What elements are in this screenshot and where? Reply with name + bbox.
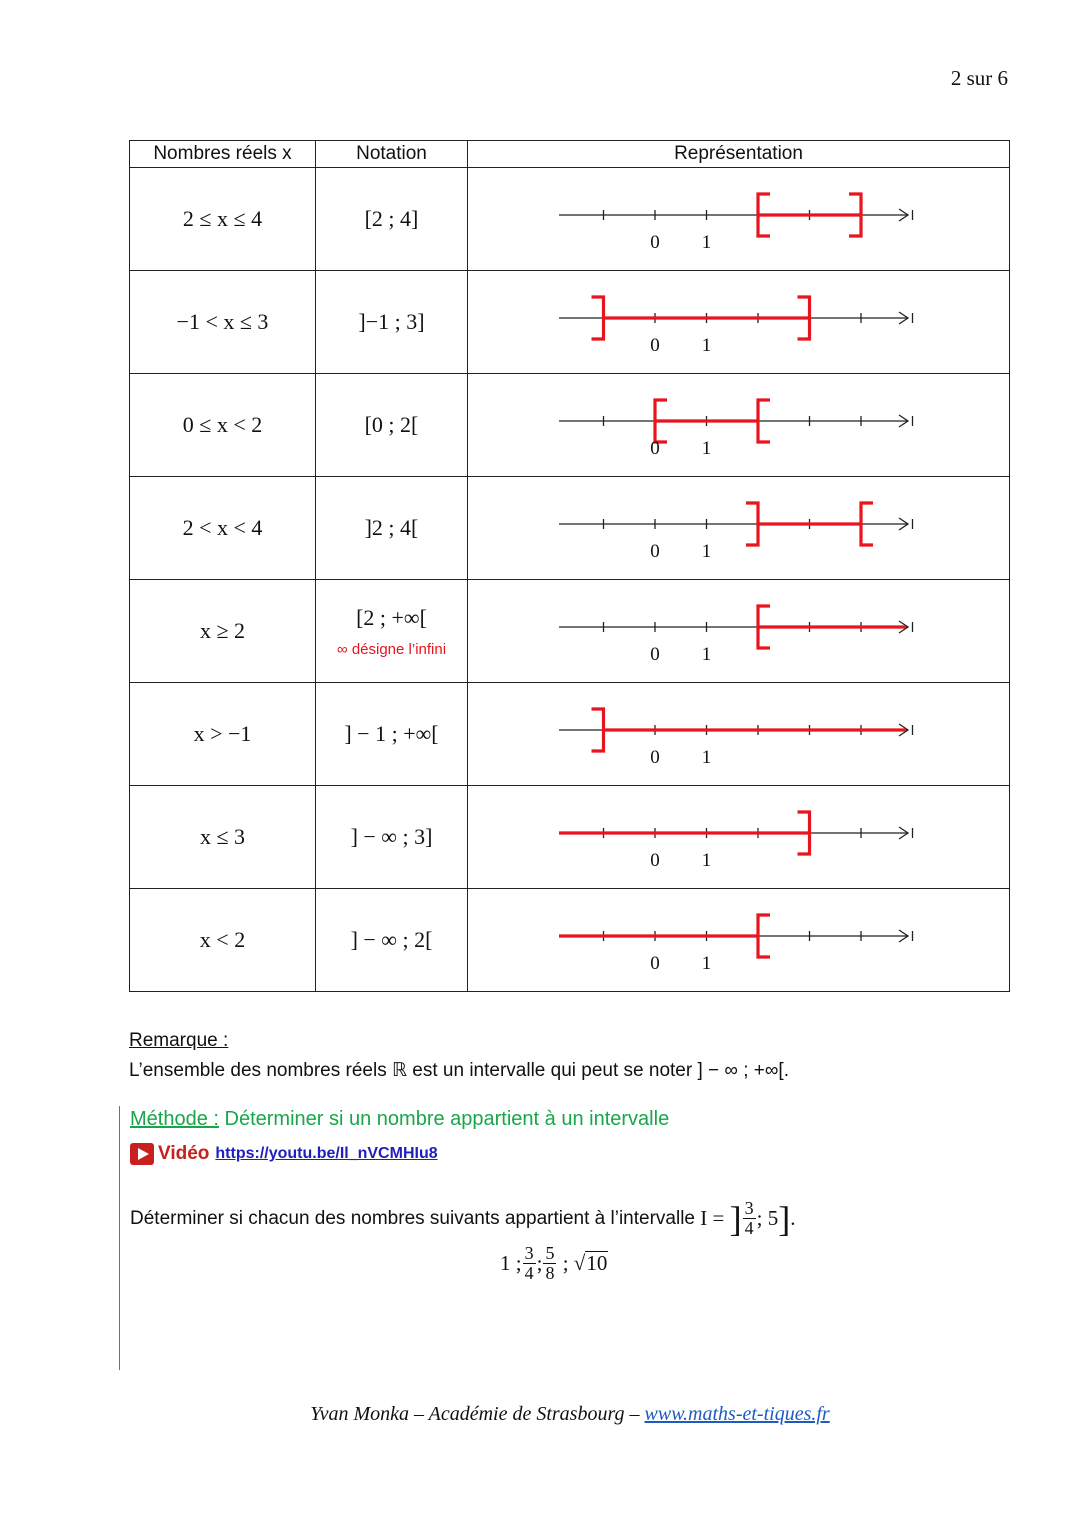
- radicand: 10: [586, 1251, 608, 1275]
- condition-cell: 2 ≤ x ≤ 4: [130, 168, 316, 271]
- method-label: Méthode :: [130, 1108, 219, 1130]
- representation-cell: [468, 580, 1010, 683]
- notation-cell: [316, 374, 468, 477]
- final-period: .: [790, 1206, 796, 1230]
- fraction-three-quarters: [523, 1244, 536, 1283]
- separator: ;: [562, 1251, 569, 1275]
- video-play-icon[interactable]: [130, 1143, 154, 1165]
- interval-open-bracket: ]: [729, 1198, 742, 1239]
- condition-cell: x > −1: [130, 683, 316, 786]
- notation-cell: [316, 477, 468, 580]
- number-line: [559, 702, 919, 766]
- table-row: [130, 889, 1010, 992]
- interval-lhs: I =: [700, 1206, 725, 1230]
- representation-cell: [468, 271, 1010, 374]
- separator: ;: [536, 1251, 543, 1275]
- representation-cell: [468, 168, 1010, 271]
- table-row: [130, 271, 1010, 374]
- representation-cell: [468, 786, 1010, 889]
- radical-sign-icon: √: [573, 1251, 586, 1275]
- remark-block: [129, 1026, 789, 1086]
- number-one: 1: [500, 1251, 511, 1275]
- notation-cell: [316, 786, 468, 889]
- axis-label: 0: [649, 438, 660, 457]
- footer: [0, 1403, 1080, 1426]
- notation-cell: [316, 683, 468, 786]
- number-line: [559, 599, 919, 663]
- remark-text: L’ensemble des nombres réels ℝ est un intervalle qui peut se noter ] − ∞ ; +∞[.: [129, 1060, 789, 1081]
- table-row: [130, 168, 1010, 271]
- notation-text: ]−1 ; 3]: [358, 309, 425, 334]
- axis-label: 0: [649, 644, 660, 663]
- representation-cell: [468, 374, 1010, 477]
- condition-cell: x ≥ 2: [130, 580, 316, 683]
- fraction-denominator: 4: [744, 1218, 754, 1238]
- numbers-list: [500, 1244, 1010, 1283]
- fraction-numerator: 3: [744, 1198, 754, 1218]
- header-notation: Notation: [316, 141, 468, 168]
- interval-left-fraction: [743, 1199, 756, 1238]
- notation-text: ]2 ; 4[: [364, 515, 419, 540]
- notation-text: ] − ∞ ; 2[: [350, 927, 433, 952]
- number-line: [559, 393, 919, 457]
- table-row: [130, 683, 1010, 786]
- table-row: [130, 374, 1010, 477]
- notation-cell: [316, 889, 468, 992]
- interval-separator: ;: [756, 1206, 763, 1230]
- exercise-text: Déterminer si chacun des nombres suivants appartient à l’intervalle: [130, 1207, 695, 1229]
- table-row: [130, 580, 1010, 683]
- notation-text: ] − ∞ ; 3]: [350, 824, 433, 849]
- table-header-row: [130, 141, 1010, 168]
- fraction-numerator: 3: [524, 1243, 534, 1263]
- exercise-statement: [130, 1199, 1010, 1238]
- notation-cell: [316, 271, 468, 374]
- axis-label: 0: [649, 850, 660, 869]
- axis-label: 0: [649, 747, 660, 766]
- axis-label: 1: [701, 953, 711, 972]
- notation-text: [2 ; 4]: [364, 206, 419, 231]
- video-line: [130, 1143, 1010, 1165]
- axis-label: 0: [649, 541, 660, 560]
- condition-cell: x < 2: [130, 889, 316, 992]
- axis-label: 0: [649, 232, 660, 251]
- fraction-denominator: 8: [545, 1263, 555, 1283]
- axis-label: 1: [701, 850, 711, 869]
- fraction-five-eighths: [543, 1244, 556, 1283]
- video-label: Vidéo: [158, 1143, 210, 1164]
- number-line: [559, 496, 919, 560]
- table-row: [130, 477, 1010, 580]
- number-line: [559, 908, 919, 972]
- condition-cell: 0 ≤ x < 2: [130, 374, 316, 477]
- number-line: [559, 187, 919, 251]
- notation-text: [0 ; 2[: [364, 412, 419, 437]
- representation-cell: [468, 683, 1010, 786]
- representation-cell: [468, 477, 1010, 580]
- interval-close-bracket: ]: [778, 1198, 791, 1239]
- axis-label: 1: [701, 644, 711, 663]
- interval-right-bound: 5: [767, 1206, 779, 1230]
- square-root: [574, 1251, 609, 1276]
- footer-link[interactable]: www.maths-et-tiques.fr: [644, 1403, 830, 1425]
- fraction-numerator: 5: [545, 1243, 555, 1263]
- header-representation: Représentation: [468, 141, 1010, 168]
- number-line: [559, 805, 919, 869]
- representation-cell: [468, 889, 1010, 992]
- method-heading: Déterminer si un nombre appartient à un intervalle: [218, 1108, 670, 1130]
- notation-cell: [316, 580, 468, 683]
- axis-label: 0: [649, 953, 660, 972]
- page-number: 2 sur 6: [950, 66, 1008, 90]
- video-link[interactable]: https://youtu.be/Il_nVCMHIu8: [215, 1145, 438, 1162]
- condition-cell: −1 < x ≤ 3: [130, 271, 316, 374]
- axis-label: 1: [701, 438, 711, 457]
- notation-text: [2 ; +∞[: [356, 604, 427, 630]
- intervals-table: [129, 140, 1010, 992]
- method-block: [119, 1106, 1010, 1370]
- method-title: [130, 1108, 1010, 1131]
- condition-cell: 2 < x < 4: [130, 477, 316, 580]
- condition-cell: x ≤ 3: [130, 786, 316, 889]
- number-line: [559, 290, 919, 354]
- axis-label: 1: [701, 541, 711, 560]
- separator: ;: [515, 1251, 522, 1275]
- axis-label: 0: [649, 335, 660, 354]
- axis-label: 1: [701, 232, 711, 251]
- axis-label: 1: [701, 335, 711, 354]
- notation-cell: [316, 168, 468, 271]
- remark-title: Remarque :: [129, 1030, 229, 1051]
- header-real-numbers: Nombres réels x: [130, 141, 316, 168]
- table-row: [130, 786, 1010, 889]
- footer-text: Yvan Monka – Académie de Strasbourg –: [310, 1403, 645, 1425]
- infinity-note: ∞ désigne l’infini: [336, 640, 447, 658]
- notation-text: ] − 1 ; +∞[: [344, 721, 439, 746]
- fraction-denominator: 4: [524, 1263, 534, 1283]
- axis-label: 1: [701, 747, 711, 766]
